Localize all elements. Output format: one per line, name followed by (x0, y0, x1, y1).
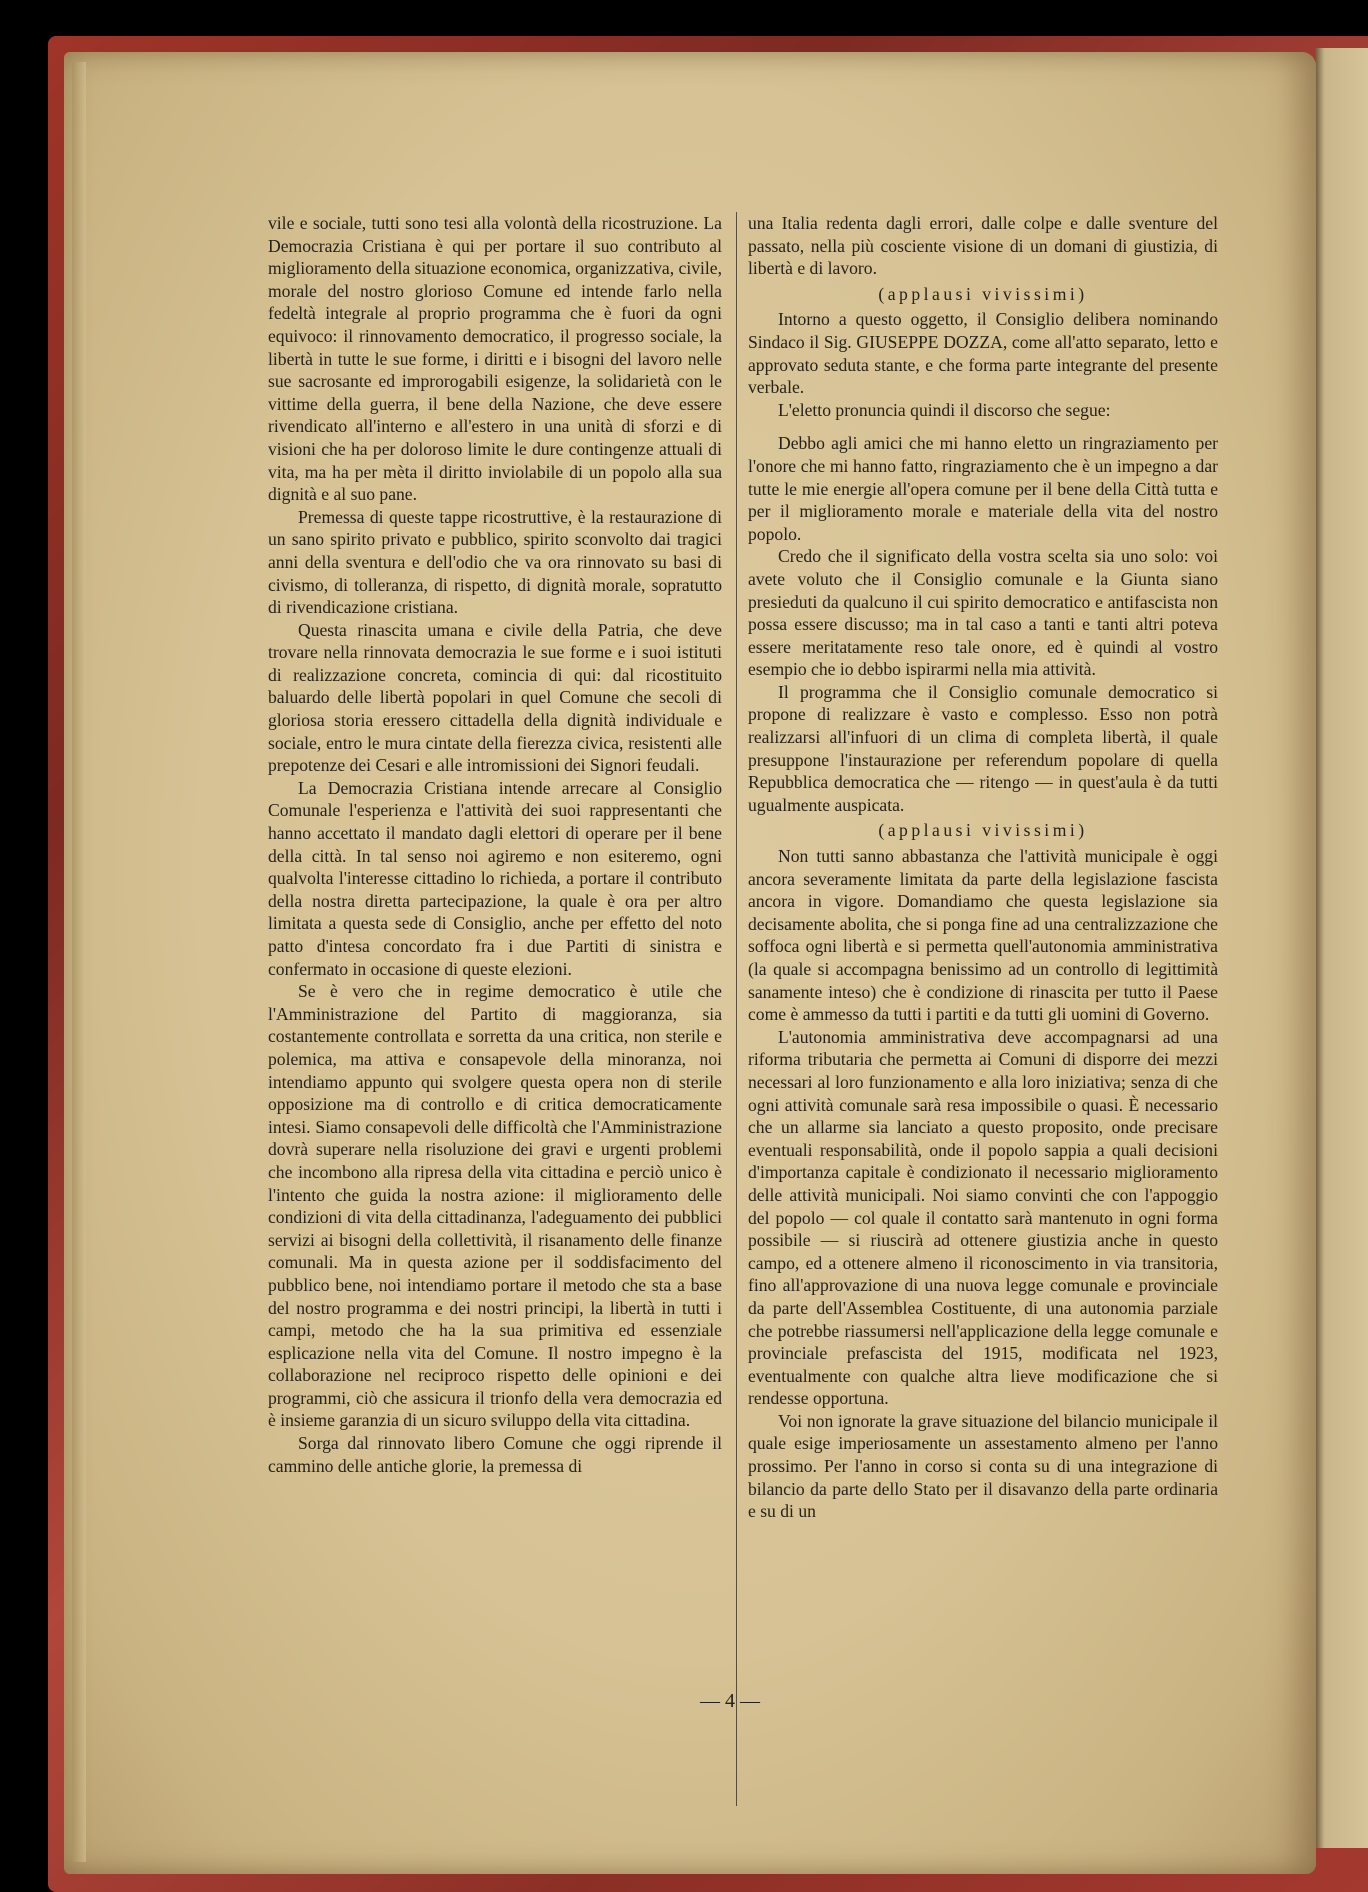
paragraph: L'autonomia amministrativa deve accompagnarsi ad una riforma tributaria che permetta ai Comuni di disporre dei mezzi necessari al loro funzionamento e alla loro iniziativa; senza di che ogni attività comunale sarà resa impossibile o quasi. È necessario che un allarme sia lanciato a questo proposito, onde precisare eventuali responsabilità, onde il popolo sappia a quali decisioni d'importanza capitale è condizionato il necessario miglioramento delle attività municipali. Noi siamo convinti che con l'appoggio del popolo — col quale il contatto sarà mantenuto in ogni forma possibile — si riuscirà ad ottenere giustizia anche in questo campo, ed a ottenere almeno il riconoscimento in via transitoria, fino all'approvazione di una nuova legge comunale e provinciale da parte dell'Assemblea Costituente, di una autonomia parziale che potrebbe riassumersi nell'applicazione della legge comunale e provinciale prefascista del 1915, modificata nel 1923, eventualmente con qualche altra lieve modificazione che si rendesse opportuna. (748, 1026, 1218, 1409)
paragraph: vile e sociale, tutti sono tesi alla volontà della ricostruzione. La Democrazia Cristiana è qui per portare il suo contributo al miglioramento della situazione economica, organizzativa, civile, morale del nostro glorioso Comune ed intende farlo nella fedeltà integrale al proprio programma che è fuori da ogni equivoco: il rinnovamento democratico, il progresso sociale, la libertà in tutte le sue forme, i diritti e i bisogni del lavoro nelle sue sacrosante ed improrogabili esigenze, la solidarietà con le vittime della guerra, il bene della Nazione, che deve essere rivendicato all'interno e all'estero in una unità di sforzi e di visioni che ha per doloroso limite le dure contingenze attuali di vita, ma ha per mèta il diritto inviolabile di un popolo alla sua dignità e al suo pane. (268, 213, 723, 505)
speech-intro: L'eletto pronuncia quindi il discorso che segue: (778, 399, 1111, 420)
next-page-edge (1315, 48, 1368, 1848)
election-paragraph: Intorno a questo oggetto, il Consiglio delibera nominando Sindaco il Sig. GIUSEPPE DOZZA, come all'atto separato, letto e approvato seduta stante, e che forma parte integrante del presente verbale. (748, 309, 1218, 398)
paragraph: Il programma che il Consiglio comunale democratico si propone di realizzare è vasto e complesso. Esso non potrà realizzarsi all'infuori di un clima di completa libertà, il quale presuppone l'instaurazione per referendum popolare di quella Repubblica democratica che — ritengo — in quest'aula è da tutti ugualmente auspicata. (748, 681, 1218, 815)
paragraph: Sorga dal rinnovato libero Comune che oggi riprende il cammino delle antiche glorie, la premessa di (268, 1433, 722, 1476)
applause-note: (applausi vivissimi) (878, 283, 1088, 304)
right-text-column (748, 212, 1218, 1523)
paragraph: Premessa di queste tappe ricostruttive, è la restaurazione di un sano spirito privato e pubblico, spirito sconvolto dai tragici anni della sventura e dell'odio che va ora rinnovato su basi di civismo, di tolleranza, di rispetto, di dignità morale, sopratutto di rivendicazione cristiana. (268, 506, 722, 618)
paragraph: La Democrazia Cristiana intende arrecare al Consiglio Comunale l'esperienza e l'attività dei suoi rappresentanti che hanno accettato il mandato dagli elettori di operare per il bene della città. In tal senso noi agiremo e non esiteremo, ogni qualvolta l'interesse cittadino lo richieda, a portare il contributo della nostra diretta partecipazione, la quale è ora per altro limitata a questa sede di Consiglio, anche per effetto del noto patto d'intesa concordato fra i due Partiti di sinistra e confermato in occasione di queste elezioni. (268, 777, 722, 979)
applause-note: (applausi vivissimi) (878, 820, 1088, 841)
paragraph: Se è vero che in regime democratico è utile che l'Amministrazione del Partito di maggioranza, sia costantemente controllata e sorretta da una critica, non sterile e polemica, ma attiva e consapevole della minoranza, noi intendiamo appunto qui svolgere questa opera non di sterile opposizione ma di controllo e di critica democraticamente intesi. Siamo consapevoli delle difficoltà che l'Amministrazione dovrà superare nella risoluzione dei gravi e urgenti problemi che incombono alla ripresa della vita cittadina e perciò unico è l'intento che guida la nostra azione: il miglioramento delle condizioni di vita della cittadinanza, l'adeguamento dei pubblici servizi ai bisogni della collettività, il risanamento delle finanze comunali. Ma in questa azione per il soddisfacimento del pubblico bene, noi intendiamo portare il metodo che sta a base del nostro programma e dei nostri principi, la libertà in tutti i campi, metodo che ha la sua primitiva ed essenziale esplicazione nella vita del Comune. Il nostro impegno è la collaborazione nel reciproco rispetto delle opinioni e dei programmi, ciò che assicura il trionfo della vera democrazia ed è insieme garanzia di un sicuro sviluppo della vita cittadina. (268, 981, 722, 1431)
page-edge-shadow (72, 62, 86, 1862)
paragraph: una Italia redenta dagli errori, dalle colpe e dalle sventure del passato, nella più cosciente visione di un domani di giustizia, di libertà e di lavoro. (748, 213, 1218, 279)
paragraph: Credo che il significato della vostra scelta sia uno solo: voi avete voluto che il Consiglio comunale e la Giunta siano presieduti da qualcuno il cui spirito democratico e antifascista non possa essere discusso; ma in tal caso a tanti e tanti altri poteva essere meritatamente reso tale onore, ed è quindi al vostro esempio che io debbo ispirarmi nella mia attività. (748, 546, 1218, 680)
paragraph: Debbo agli amici che mi hanno eletto un ringraziamento per l'onore che mi hanno fatto, ringraziamento che è un impegno a dar tutte le mie energie all'opera comune per il bene della Città tutta e per il miglioramento morale e materiale della vita del nostro popolo. (748, 433, 1218, 544)
left-text-column (268, 212, 722, 1477)
paragraph: Questa rinascita umana e civile della Patria, che deve trovare nella rinnovata democrazia le sue forme e i suoi istituti di realizzazione concreta, comincia di qui: dal ricostituito baluardo delle libertà popolari in quel Comune che secoli di gloriosa storia eressero cittadella della dignità individuale e sociale, entro le mura cintate della fierezza civica, resistenti alle prepotenze dei Cesari e alle intromissioni dei Signori feudali. (268, 619, 722, 776)
paragraph: Voi non ignorate la grave situazione del bilancio municipale il quale esige imperiosamente un assestamento almeno per l'anno prossimo. Per l'anno in corso si conta su di una integrazione di bilancio da parte dello Stato per il disavanzo della parte ordinaria e su di un (748, 1410, 1218, 1522)
column-divider (736, 212, 737, 1806)
page-number: — 4 — (700, 1690, 760, 1712)
paragraph: Non tutti sanno abbastanza che l'attività municipale è oggi ancora severamente limitata da parte della legislazione fascista ancora in vigore. Domandiamo che questa legislazione sia decisamente abolita, che si ponga fine ad una centralizzazione che soffoca ogni libertà e si permetta quell'autonomia amministrativa (la quale si accompagna benissimo ad un controllo di legittimità sanamente inteso) che è condizione di rinascita per tutto il Paese come è ammesso da tutti i partiti e da tutti gli uomini di Governo. (748, 846, 1218, 1025)
